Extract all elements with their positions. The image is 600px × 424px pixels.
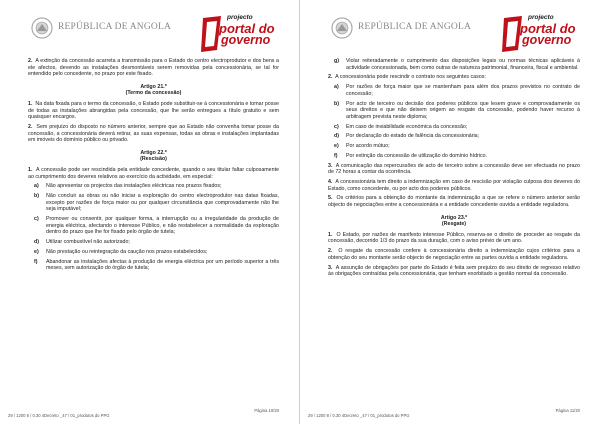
page-header: [328, 8, 580, 58]
page-content: [328, 58, 580, 278]
portal-do-governo-logo: [199, 12, 277, 54]
list-item: a) Por razões de força maior que se mantenham para além dos prazos previstos no contrato de concessão;: [334, 84, 580, 97]
logo-projecto: projecto: [528, 14, 554, 21]
page-header: [28, 8, 279, 58]
page-number: Página 10/20: [254, 408, 279, 413]
republic-title: REPÚBLICA DE ANGOLA: [358, 22, 472, 32]
article-23-heading: Artigo 23.º (Resgate): [440, 214, 468, 228]
list-item: e) Por acordo mútuo;: [334, 143, 390, 150]
angola-emblem-icon: [30, 16, 54, 40]
page-content: [28, 58, 279, 272]
angola-emblem-icon: [330, 16, 354, 40]
list-item: d) Por declaração do estado de falência da concessionária;: [334, 133, 480, 140]
paragraph: 1. A concessão pode ser rescindida pela entidade concedente, quando o seu titular faltar culposamente ao cumprimento dos deveres relativos ao exercício da actividade, em especial:: [28, 166, 279, 180]
paragraph: 3. A comunicação das repercussões de acto de terceiro sobre a concessão deve ser efectuada no prazo de 72 horas a contar da ocorrência.: [328, 162, 580, 176]
paragraph: 1. O Estado, por razões de manifesto interesse Público, reserva-se o direito de proceder ao resgate da concessão, decorrido 1/3 do prazo da sua duração, com o aviso prévio de um ano.: [328, 231, 580, 245]
list-item: c) Promover ou consentir, por qualquer forma, a interrupção ou a irregularidade da produção de energia eléctrica, afectando o interesse Público, e não restabelecer a normalidade da exploração dentro do prazo que lhe for fixado pelo órgão de tutela;: [34, 216, 279, 236]
paragraph: 3. A assunção de obrigações por parte do Estado é feita sem prejuízo do seu direito de regresso relativo às obrigações contraídas pela concessionária, que tenham exorbitado a gestão normal da concessão.: [328, 264, 580, 278]
document-reference: 29 / 1200 8 / 0.30 4Decreto _47 / 01_produtos do PPG: [8, 413, 110, 418]
republic-title: REPÚBLICA DE ANGOLA: [58, 22, 172, 32]
article-21-heading: Artigo 21.º (Termo da concessão): [125, 83, 182, 97]
list-item: b) Não concluir as obras ou não iniciar a exploração do centro electroprodutor nas datas fixadas, excepto por razões de força maior ou por qualquer circunstância que comprovadamente não lhe seja imputável;: [34, 193, 279, 213]
list-item: f) Abandonar as instalações afectas à produção de energia eléctrica por um período superior a três meses, sem autorização do órgão de tutela;: [34, 258, 279, 272]
logo-portal-do: portal do: [520, 21, 576, 36]
logo-governo: governo: [522, 33, 572, 47]
paragraph: 4. A concessionária tem direito a indemnização em caso de rescisão por violação culposa dos deveres do Estado, como concedente, ou por acto dos poderes públicos.: [328, 179, 580, 192]
article-22-heading: Artigo 22.º (Rescisão): [140, 149, 167, 163]
list-item: g) Violar reiteradamente o cumprimento das disposições legais ou normas técnicas aplicáveis à actividade concessionada, bem como outras de natureza patrimonial, financeira, fiscal e ambiental.: [334, 58, 580, 71]
paragraph: 2. A extinção da concessão acarreta a transmissão para o Estado do centro electroprodutor e dos bens a ele afectos, devendo as instalações desmontáveis serem removidas pela concessionária, se tal for entendido pelo concedente, no prazo por este fixado.: [28, 58, 280, 78]
logo-projecto: projecto: [227, 14, 253, 21]
paragraph: 2. O resgate da concessão confere à concessionária direito a indemnização cujos critérios para a obtenção do seu montante serão objecto de negociação entre as partes ouvida a entidade reguladora.: [328, 248, 580, 261]
logo-governo: governo: [221, 33, 271, 47]
list-item: b) Por acto de terceiro ou decisão dos poderes públicos que lesem grave e comprovadamente os seus direitos e que não deixem origem ao resgate da concessão, podendo haver recurso à arbitragem prevista neste diploma;: [334, 100, 580, 120]
paragraph: 5. Os critérios para a obtenção do montante da indemnização a que se refere o número anterior serão objecto de negociações entre a concessionária e a entidade concedente ouvida a entidade reguladora.: [328, 195, 580, 208]
paragraph: 2. Sem prejuízo do disposto no número anterior, sempre que ao Estado não convenha tomar posse da concessão, a concessionária deverá retirar, as suas expensas, todas as obras e instalações implantadas em imóveis do domínio público ou privado.: [28, 123, 279, 144]
page-number: Página 11/20: [555, 408, 580, 413]
paragraph: 1. Na data fixada para o termo da concessão, o Estado pode substituir-se à concessionária e tomar posse de todas as instalações abrangidas pela concessão, que lhe serão entregues a título gratuito e sem quaisquer encargos.: [28, 100, 279, 121]
document-reference: 29 / 1200 8 / 0.30 4Decreto _47 / 01_produtos do PPG: [308, 413, 410, 418]
paragraph: 2. A concessionária pode rescindir o contrato nos seguintes casos:: [328, 74, 486, 81]
list-item: a) Não apresentar os projectos das instalações eléctricas nos prazos fixados;: [34, 183, 222, 190]
list-item: e) Não prestação ou reintegração da caução nos prazos estabelecidos;: [34, 248, 208, 255]
logo-portal-do: portal do: [219, 21, 275, 36]
list-item: d) Utilizar combustível não autorizado;: [34, 239, 130, 245]
list-item: f) Por extinção da concessão de utilização do domínio hídrico.: [334, 152, 488, 159]
document-page-right: [300, 0, 600, 424]
portal-do-governo-logo: [500, 12, 578, 54]
list-item: c) Em caso de inviabilidade económica da concessão;: [334, 123, 468, 130]
